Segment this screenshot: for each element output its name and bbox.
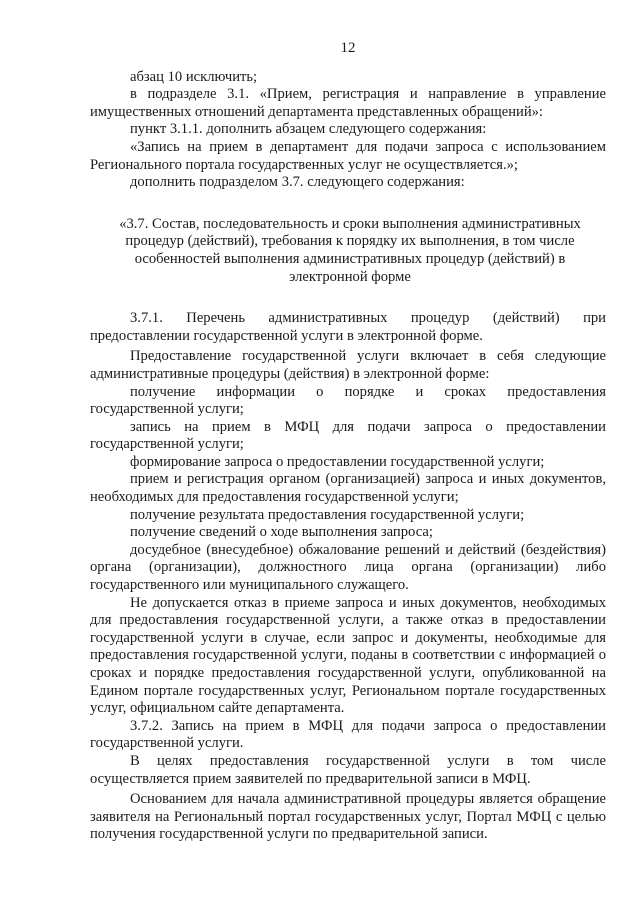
list-item-2: запись на прием в МФЦ для подачи запроса о предоставлении государственной услуги; — [90, 418, 606, 453]
list-item-3: формирование запроса о предоставлении государственной услуги; — [130, 453, 545, 470]
paragraph-15: Не допускается отказ в приеме запроса и иных документов, необходимых для предоставления государственной услуги, а также отказ в предоставлении государственной услуги в случае, если запрос и документы, необходимые для предоставления государственной услуги, поданы в соответствии с информацией о сроках и порядке предоставления государственной услуги, опубликованной на Едином портале государственных услуг, Региональном портале государственных услуг, официальном сайте департамента. — [90, 594, 606, 717]
paragraph-4: «Запись на прием в департамент для подачи запроса с использованием Регионального портала государственных услуг не осуществляется.»; — [90, 138, 606, 173]
list-item-4: прием и регистрация органом (организацией) запроса и иных документов, необходимых для предоставления государственной услуги; — [90, 471, 606, 506]
paragraph-3-7-2: 3.7.2. Запись на прием в МФЦ для подачи запроса о предоставлении государственной услуги. — [90, 717, 606, 752]
paragraph-2: в подразделе 3.1. «Прием, регистрация и направление в управление имущественных отношений департамента представленных обращений»: — [90, 86, 606, 120]
page-number: 12 — [340, 40, 356, 56]
paragraph-7: Предоставление государственной услуги включает в себя следующие административные процедуры (действия) в электронной форме: — [90, 348, 606, 382]
list-item-5: получение результата предоставления государственной услуги; — [130, 506, 525, 523]
paragraph-1: абзац 10 исключить; — [130, 68, 258, 85]
paragraph-5: дополнить подразделом 3.7. следующего содержания: — [130, 174, 465, 191]
list-item-6: получение сведений о ходе выполнения запроса; — [130, 524, 433, 541]
list-item-7: досудебное (внесудебное) обжалование решений и действий (бездействия) органа (организации), должностного лица органа (организации) либо государственного или муниципального служащего. — [90, 541, 606, 594]
section-heading-3-7: «3.7. Состав, последовательность и сроки выполнения административных процедур (действий), требования к порядку их выполнения, в том числе особенностей выполнения административных процедур (действий) в электронной форме — [119, 215, 581, 285]
paragraph-18: Основанием для начала административной процедуры является обращение заявителя на Региональный портал государственных услуг, Портал МФЦ с целью получения государственной услуги по предварительной записи. — [90, 791, 606, 843]
list-item-1: получение информации о порядке и сроках предоставления государственной услуги; — [90, 383, 606, 418]
paragraph-3-7-1: 3.7.1. Перечень административных процедур (действий) при предоставлении государственной услуги в электронной форме. — [90, 310, 606, 344]
paragraph-17: В целях предоставления государственной услуги в том числе осуществляется прием заявителей по предварительной записи в МФЦ. — [90, 752, 606, 787]
paragraph-3: пункт 3.1.1. дополнить абзацем следующего содержания: — [130, 121, 487, 138]
